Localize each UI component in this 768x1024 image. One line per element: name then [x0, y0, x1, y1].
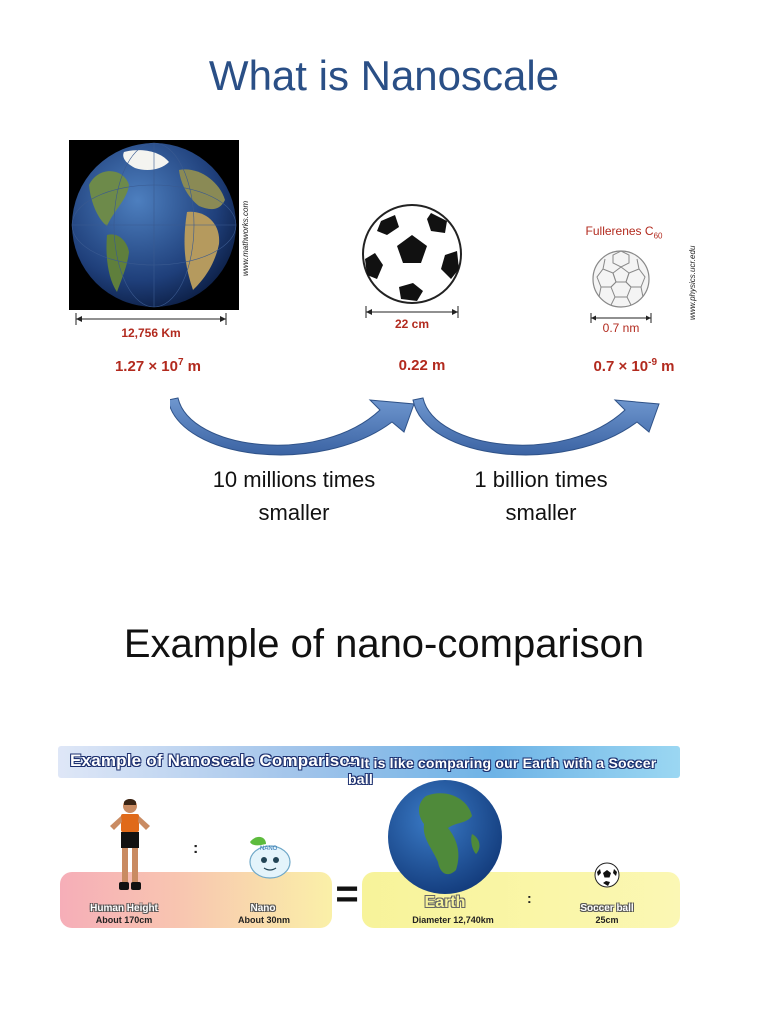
ball-size-value: 0.22 m: [398, 357, 446, 374]
caption-ten-million: 10 millions times smaller: [212, 467, 376, 525]
banner-title: Example of Nanoscale Comparison: [70, 751, 361, 770]
banner-subtitle: ~ It is like comparing our Earth with a Soccer ball: [348, 755, 657, 787]
soccer-ball-label: Soccer ball: [580, 903, 634, 914]
page-title: What is Nanoscale: [208, 52, 560, 99]
ratio-symbol-right: :: [527, 890, 532, 906]
fullerene-size-value: $0.7 \times 10^{-9}$ m: [593, 357, 675, 375]
ball-measure-label: 22 cm: [394, 317, 430, 331]
earth-label: Earth: [424, 894, 466, 911]
earth-measure-label: 12,756 Km: [121, 326, 181, 340]
nano-value: About 30nm: [237, 915, 290, 925]
earth-diameter-value: Diameter 12,740km: [412, 915, 494, 925]
caption-one-billion: 1 billion times smaller: [474, 467, 608, 525]
section-title: Example of nano-comparison: [123, 622, 645, 666]
human-figure-image: [104, 796, 156, 896]
human-height-value: About 170cm: [95, 915, 153, 925]
scale-arrows: [170, 388, 670, 458]
earth-measure-line: [74, 312, 228, 326]
equals-symbol: =: [335, 872, 359, 916]
human-height-label: Human Height: [90, 903, 158, 914]
nano-label: Nano: [250, 903, 276, 914]
soccer-ball-value: 25cm: [595, 915, 619, 925]
earth-size-value: $1.27 \times 10^7$ m: [114, 357, 202, 375]
soccer-ball-image: [361, 203, 463, 305]
nano-mascot-image: [240, 834, 300, 882]
curved-arrow-right: [413, 398, 659, 455]
ratio-symbol-left: :: [193, 840, 199, 857]
earth-image-credit: www.mathworks.com: [241, 200, 250, 276]
curved-arrow-left: [170, 398, 414, 455]
nano-badge-text: NANO: [260, 846, 278, 852]
earth-globe-image: [69, 140, 239, 310]
fullerene-label: Fullerenes $C_{60}$: [585, 224, 663, 241]
small-soccer-ball-image: [594, 862, 620, 888]
fullerene-molecule-image: [589, 247, 653, 311]
fullerene-image-credit: www.physics.ucr.edu: [688, 245, 697, 320]
earth-comparison-image: [386, 778, 504, 896]
fullerene-measure-label: 0.7 nm: [602, 321, 640, 335]
comparison-banner: [58, 746, 680, 787]
